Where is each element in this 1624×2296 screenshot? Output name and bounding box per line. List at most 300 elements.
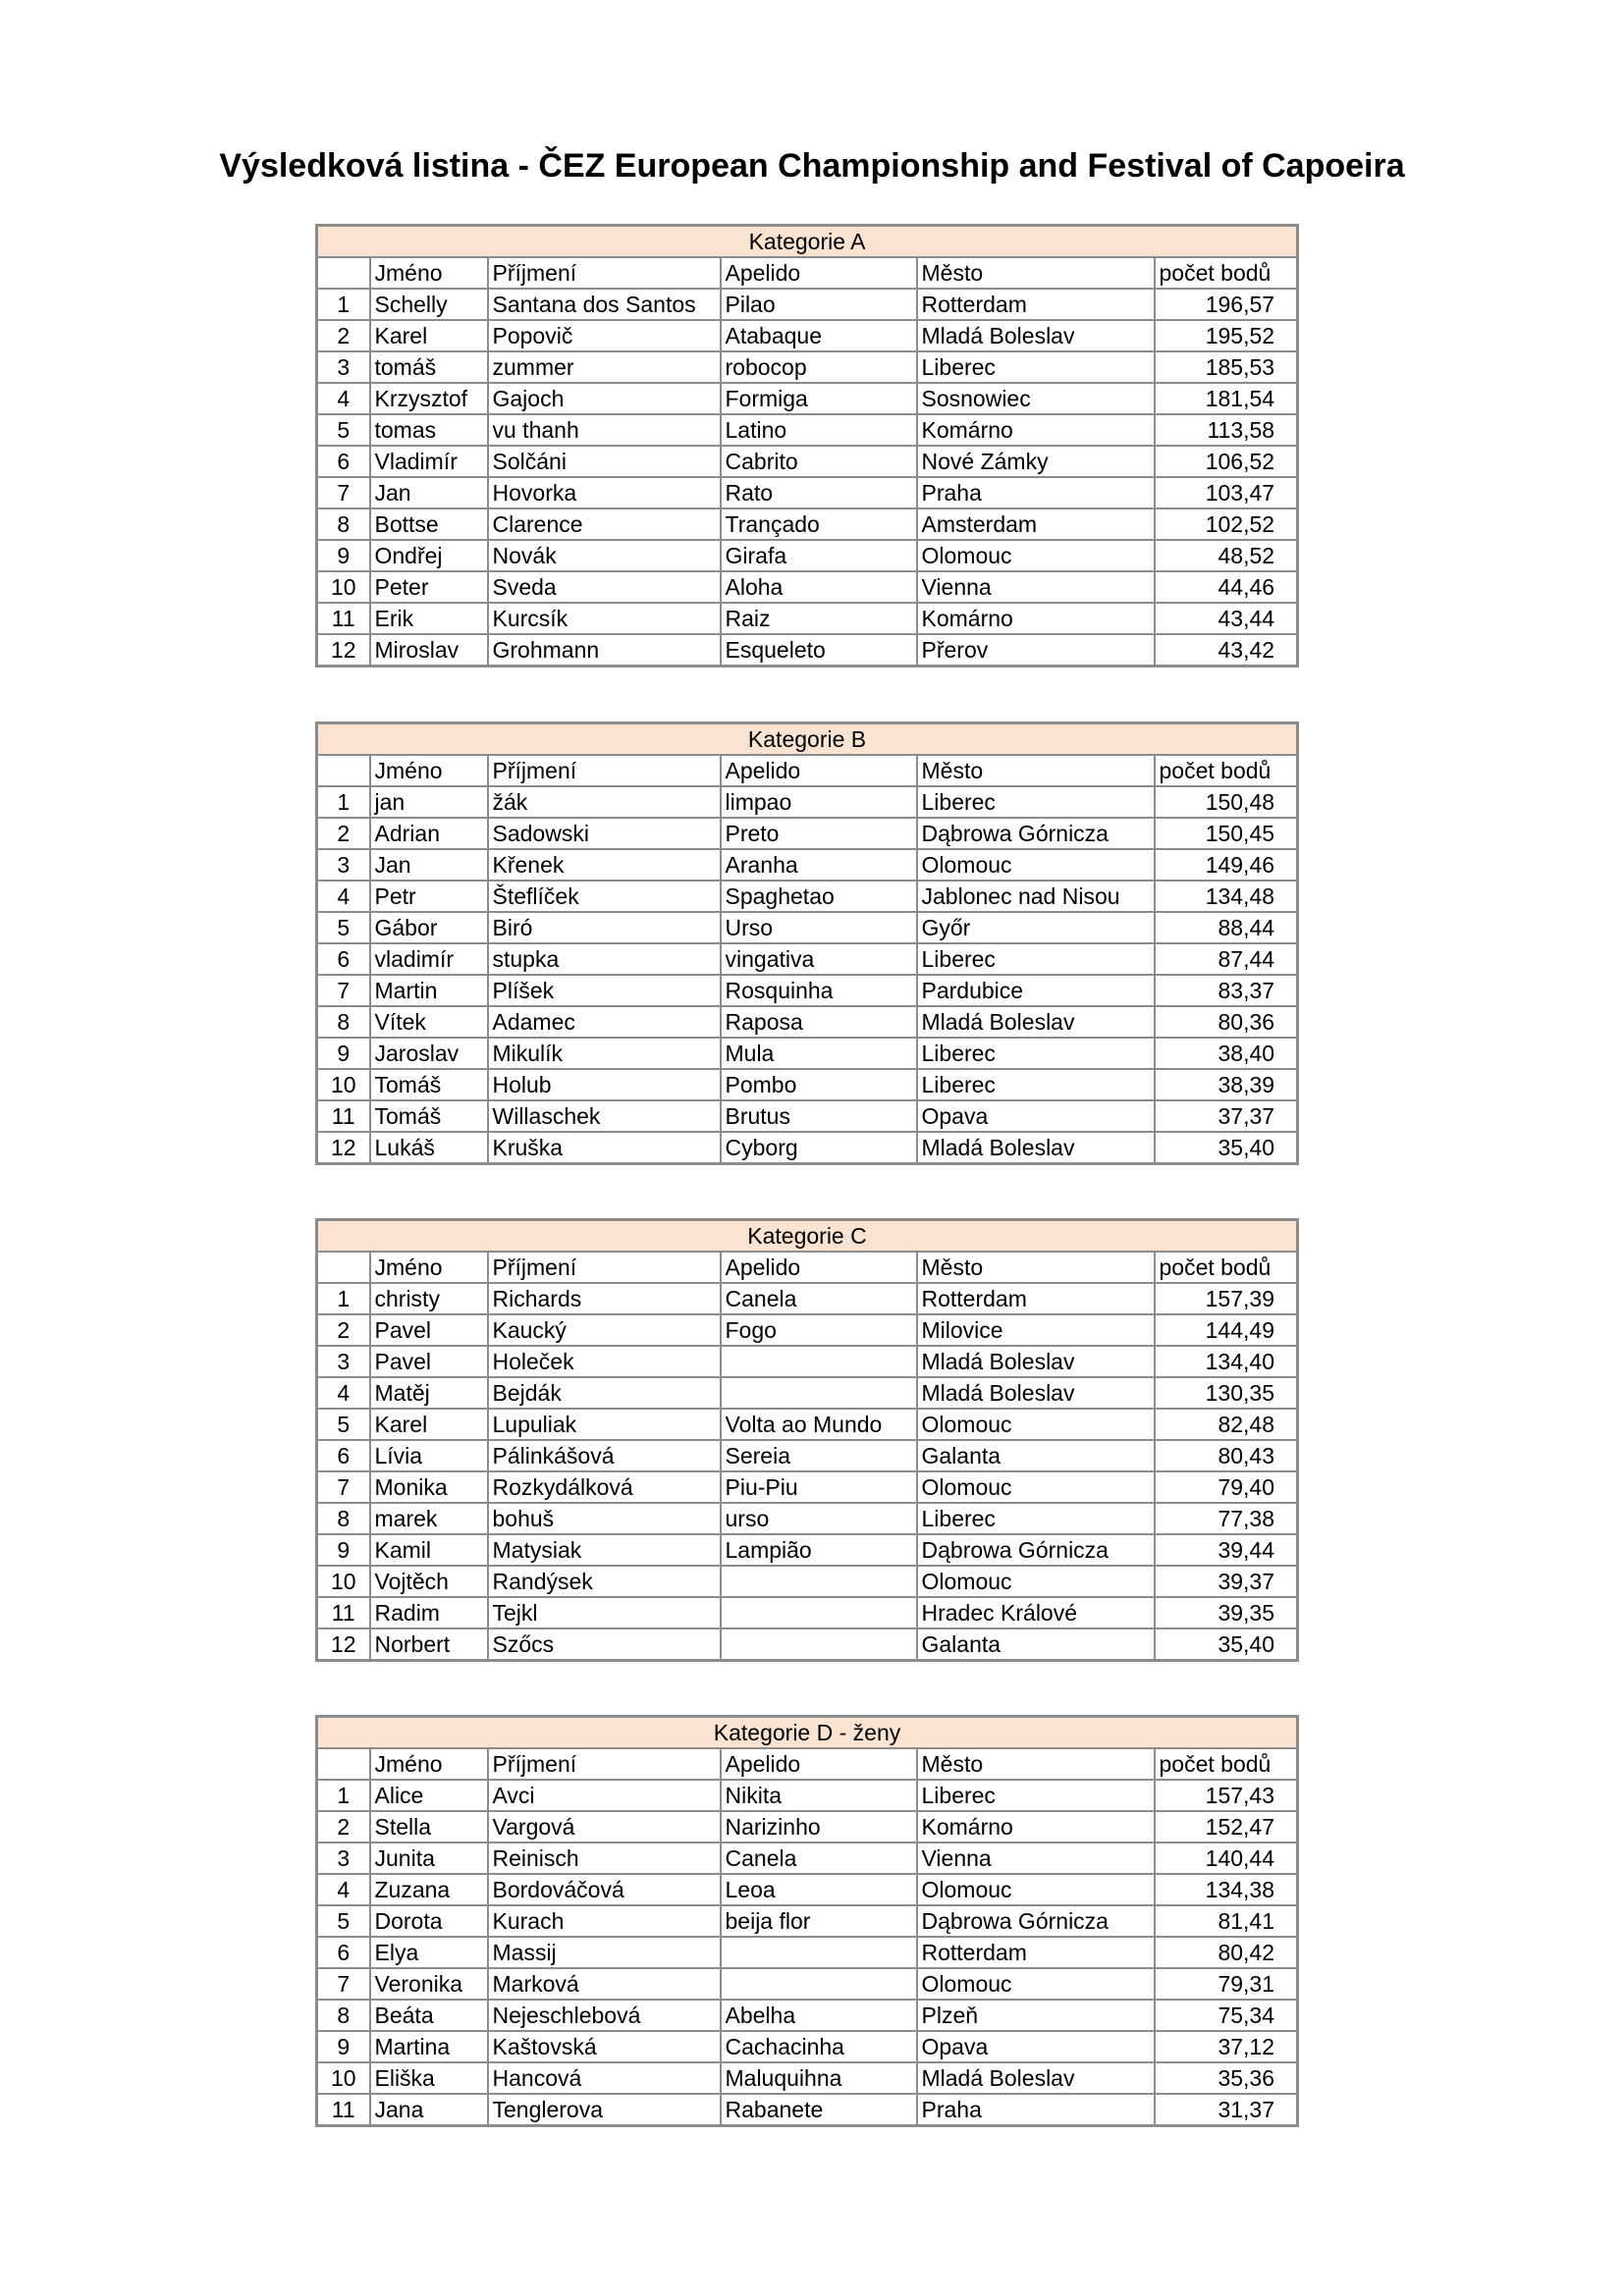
column-header-points: počet bodů xyxy=(1155,257,1298,289)
cell-apelido: Raposa xyxy=(721,1006,917,1038)
cell-apelido: Volta ao Mundo xyxy=(721,1409,917,1440)
cell-first-name: Martina xyxy=(370,2031,488,2062)
table-row xyxy=(317,1503,1298,1534)
cell-last-name: Holub xyxy=(488,1069,721,1100)
cell-city: Liberec xyxy=(917,943,1155,975)
cell-points: 152,47 xyxy=(1155,1811,1298,1842)
cell-city: Olomouc xyxy=(917,849,1155,881)
cell-last-name: Willaschek xyxy=(488,1100,721,1132)
table-row xyxy=(317,2031,1298,2062)
cell-city: Olomouc xyxy=(917,1409,1155,1440)
cell-points: 39,44 xyxy=(1155,1534,1298,1566)
cell-rank: 11 xyxy=(317,603,370,634)
cell-points: 185,53 xyxy=(1155,351,1298,383)
column-header-apelido: Apelido xyxy=(721,257,917,289)
cell-city: Vienna xyxy=(917,571,1155,603)
category-title: Kategorie C xyxy=(317,1220,1298,1253)
cell-points: 37,37 xyxy=(1155,1100,1298,1132)
cell-apelido: Abelha xyxy=(721,2000,917,2031)
cell-apelido: Canela xyxy=(721,1283,917,1314)
cell-first-name: Jan xyxy=(370,477,488,508)
table-row xyxy=(317,446,1298,477)
cell-rank: 9 xyxy=(317,540,370,571)
column-header-points: počet bodů xyxy=(1155,755,1298,786)
cell-first-name: Ondřej xyxy=(370,540,488,571)
cell-points: 31,37 xyxy=(1155,2094,1298,2126)
cell-rank: 4 xyxy=(317,1377,370,1409)
cell-city: Rotterdam xyxy=(917,1283,1155,1314)
cell-first-name: Jan xyxy=(370,849,488,881)
cell-rank: 9 xyxy=(317,2031,370,2062)
cell-last-name: Biró xyxy=(488,912,721,943)
table-row xyxy=(317,571,1298,603)
cell-apelido: Narizinho xyxy=(721,1811,917,1842)
cell-rank: 2 xyxy=(317,818,370,849)
cell-points: 134,48 xyxy=(1155,881,1298,912)
cell-apelido xyxy=(721,1377,917,1409)
cell-city: Komárno xyxy=(917,414,1155,446)
cell-apelido: Trançado xyxy=(721,508,917,540)
cell-city: Praha xyxy=(917,477,1155,508)
cell-city: Nové Zámky xyxy=(917,446,1155,477)
cell-rank: 7 xyxy=(317,477,370,508)
cell-points: 48,52 xyxy=(1155,540,1298,571)
cell-city: Vienna xyxy=(917,1842,1155,1874)
cell-points: 80,36 xyxy=(1155,1006,1298,1038)
table-row xyxy=(317,1968,1298,2000)
cell-first-name: Miroslav xyxy=(370,634,488,667)
table-row xyxy=(317,634,1298,667)
column-header-city: Město xyxy=(917,755,1155,786)
table-row xyxy=(317,508,1298,540)
cell-first-name: Schelly xyxy=(370,289,488,320)
cell-first-name: Petr xyxy=(370,881,488,912)
cell-last-name: Hovorka xyxy=(488,477,721,508)
table-row xyxy=(317,1937,1298,1968)
cell-rank: 5 xyxy=(317,1905,370,1937)
table-row xyxy=(317,2062,1298,2094)
category-table xyxy=(315,224,1299,667)
cell-city: Pardubice xyxy=(917,975,1155,1006)
cell-city: Liberec xyxy=(917,351,1155,383)
table-row xyxy=(317,1566,1298,1597)
table-row xyxy=(317,1905,1298,1937)
cell-city: Liberec xyxy=(917,1069,1155,1100)
column-header-row xyxy=(317,257,1298,289)
cell-apelido: Atabaque xyxy=(721,320,917,351)
cell-points: 43,42 xyxy=(1155,634,1298,667)
cell-first-name: Norbert xyxy=(370,1629,488,1661)
cell-last-name: Szőcs xyxy=(488,1629,721,1661)
cell-last-name: Vargová xyxy=(488,1811,721,1842)
cell-city: Galanta xyxy=(917,1440,1155,1471)
cell-rank: 9 xyxy=(317,1038,370,1069)
cell-last-name: Novák xyxy=(488,540,721,571)
cell-points: 102,52 xyxy=(1155,508,1298,540)
cell-apelido: Brutus xyxy=(721,1100,917,1132)
column-header-row xyxy=(317,755,1298,786)
table-row xyxy=(317,1629,1298,1661)
table-row xyxy=(317,2000,1298,2031)
cell-city: Dąbrowa Górnicza xyxy=(917,1905,1155,1937)
cell-apelido: vingativa xyxy=(721,943,917,975)
cell-apelido: Leoa xyxy=(721,1874,917,1905)
table-row xyxy=(317,477,1298,508)
cell-apelido xyxy=(721,1937,917,1968)
cell-rank: 6 xyxy=(317,943,370,975)
table-row xyxy=(317,540,1298,571)
cell-last-name: Massij xyxy=(488,1937,721,1968)
cell-rank: 10 xyxy=(317,1069,370,1100)
cell-last-name: Adamec xyxy=(488,1006,721,1038)
column-header-last-name: Příjmení xyxy=(488,1748,721,1780)
cell-first-name: Martin xyxy=(370,975,488,1006)
cell-city: Liberec xyxy=(917,1503,1155,1534)
cell-apelido: Aranha xyxy=(721,849,917,881)
cell-rank: 7 xyxy=(317,1968,370,2000)
cell-last-name: Tejkl xyxy=(488,1597,721,1629)
cell-first-name: Stella xyxy=(370,1811,488,1842)
cell-last-name: Bejdák xyxy=(488,1377,721,1409)
cell-first-name: Karel xyxy=(370,320,488,351)
category-title: Kategorie B xyxy=(317,723,1298,756)
cell-apelido xyxy=(721,1968,917,2000)
table-row xyxy=(317,1440,1298,1471)
category-table xyxy=(315,1715,1299,2127)
cell-city: Mladá Boleslav xyxy=(917,320,1155,351)
cell-points: 39,37 xyxy=(1155,1566,1298,1597)
cell-city: Sosnowiec xyxy=(917,383,1155,414)
cell-rank: 10 xyxy=(317,1566,370,1597)
cell-rank: 12 xyxy=(317,1629,370,1661)
cell-first-name: christy xyxy=(370,1283,488,1314)
table-row xyxy=(317,786,1298,818)
cell-apelido: Preto xyxy=(721,818,917,849)
table-row xyxy=(317,1874,1298,1905)
cell-last-name: Avci xyxy=(488,1780,721,1811)
cell-apelido: Formiga xyxy=(721,383,917,414)
cell-points: 35,40 xyxy=(1155,1629,1298,1661)
cell-apelido: Cyborg xyxy=(721,1132,917,1164)
cell-city: Olomouc xyxy=(917,1968,1155,2000)
cell-rank: 1 xyxy=(317,1780,370,1811)
cell-first-name: Jana xyxy=(370,2094,488,2126)
column-header-row xyxy=(317,1252,1298,1283)
cell-points: 80,43 xyxy=(1155,1440,1298,1471)
cell-last-name: Hancová xyxy=(488,2062,721,2094)
cell-first-name: Junita xyxy=(370,1842,488,1874)
table-row xyxy=(317,1597,1298,1629)
cell-points: 87,44 xyxy=(1155,943,1298,975)
table-row xyxy=(317,1377,1298,1409)
cell-apelido xyxy=(721,1597,917,1629)
cell-apelido: Fogo xyxy=(721,1314,917,1346)
cell-first-name: Bottse xyxy=(370,508,488,540)
cell-first-name: Dorota xyxy=(370,1905,488,1937)
cell-points: 149,46 xyxy=(1155,849,1298,881)
cell-points: 134,40 xyxy=(1155,1346,1298,1377)
cell-rank: 11 xyxy=(317,1100,370,1132)
cell-apelido xyxy=(721,1629,917,1661)
table-row xyxy=(317,320,1298,351)
table-row xyxy=(317,1006,1298,1038)
cell-first-name: Tomáš xyxy=(370,1100,488,1132)
cell-rank: 3 xyxy=(317,1346,370,1377)
cell-city: Olomouc xyxy=(917,1471,1155,1503)
cell-rank: 11 xyxy=(317,1597,370,1629)
cell-last-name: Mikulík xyxy=(488,1038,721,1069)
cell-rank: 1 xyxy=(317,1283,370,1314)
cell-points: 38,40 xyxy=(1155,1038,1298,1069)
cell-rank: 8 xyxy=(317,508,370,540)
table-row xyxy=(317,1346,1298,1377)
cell-apelido: Lampião xyxy=(721,1534,917,1566)
cell-last-name: stupka xyxy=(488,943,721,975)
category-header xyxy=(317,723,1298,756)
cell-apelido: Pilao xyxy=(721,289,917,320)
cell-first-name: Vojtěch xyxy=(370,1566,488,1597)
cell-rank: 10 xyxy=(317,2062,370,2094)
cell-apelido: Maluquihna xyxy=(721,2062,917,2094)
cell-apelido: limpao xyxy=(721,786,917,818)
cell-points: 113,58 xyxy=(1155,414,1298,446)
cell-apelido: beija flor xyxy=(721,1905,917,1937)
cell-points: 80,42 xyxy=(1155,1937,1298,1968)
column-header-points: počet bodů xyxy=(1155,1748,1298,1780)
cell-first-name: Monika xyxy=(370,1471,488,1503)
cell-last-name: Kruška xyxy=(488,1132,721,1164)
table-row xyxy=(317,975,1298,1006)
cell-points: 106,52 xyxy=(1155,446,1298,477)
cell-points: 43,44 xyxy=(1155,603,1298,634)
cell-city: Přerov xyxy=(917,634,1155,667)
cell-city: Komárno xyxy=(917,603,1155,634)
column-header-first-name: Jméno xyxy=(370,257,488,289)
table-row xyxy=(317,1534,1298,1566)
cell-city: Mladá Boleslav xyxy=(917,2062,1155,2094)
cell-city: Mladá Boleslav xyxy=(917,1346,1155,1377)
table-row xyxy=(317,383,1298,414)
category-title: Kategorie A xyxy=(317,226,1298,258)
cell-rank: 5 xyxy=(317,1409,370,1440)
cell-last-name: Richards xyxy=(488,1283,721,1314)
cell-points: 35,40 xyxy=(1155,1132,1298,1164)
cell-rank: 7 xyxy=(317,975,370,1006)
cell-last-name: Santana dos Santos xyxy=(488,289,721,320)
cell-apelido: Canela xyxy=(721,1842,917,1874)
cell-last-name: Rozkydálková xyxy=(488,1471,721,1503)
cell-last-name: Marková xyxy=(488,1968,721,2000)
cell-rank: 2 xyxy=(317,320,370,351)
cell-last-name: Sveda xyxy=(488,571,721,603)
cell-first-name: Lukáš xyxy=(370,1132,488,1164)
cell-last-name: vu thanh xyxy=(488,414,721,446)
table-row xyxy=(317,1069,1298,1100)
cell-points: 134,38 xyxy=(1155,1874,1298,1905)
column-header-apelido: Apelido xyxy=(721,1252,917,1283)
cell-apelido: Spaghetao xyxy=(721,881,917,912)
category-header xyxy=(317,226,1298,258)
column-header-rank xyxy=(317,755,370,786)
column-header-points: počet bodů xyxy=(1155,1252,1298,1283)
cell-rank: 2 xyxy=(317,1314,370,1346)
cell-city: Rotterdam xyxy=(917,289,1155,320)
cell-rank: 6 xyxy=(317,446,370,477)
cell-city: Opava xyxy=(917,1100,1155,1132)
cell-apelido: Latino xyxy=(721,414,917,446)
cell-first-name: Lívia xyxy=(370,1440,488,1471)
cell-apelido: Pombo xyxy=(721,1069,917,1100)
cell-last-name: Gajoch xyxy=(488,383,721,414)
cell-rank: 8 xyxy=(317,2000,370,2031)
cell-city: Dąbrowa Górnicza xyxy=(917,818,1155,849)
cell-rank: 6 xyxy=(317,1937,370,1968)
cell-first-name: Beáta xyxy=(370,2000,488,2031)
table-row xyxy=(317,603,1298,634)
cell-points: 38,39 xyxy=(1155,1069,1298,1100)
cell-last-name: Lupuliak xyxy=(488,1409,721,1440)
cell-city: Liberec xyxy=(917,1780,1155,1811)
cell-last-name: Matysiak xyxy=(488,1534,721,1566)
cell-last-name: Nejeschlebová xyxy=(488,2000,721,2031)
cell-city: Hradec Králové xyxy=(917,1597,1155,1629)
table-row xyxy=(317,849,1298,881)
cell-city: Praha xyxy=(917,2094,1155,2126)
cell-last-name: Bordováčová xyxy=(488,1874,721,1905)
cell-city: Olomouc xyxy=(917,1874,1155,1905)
cell-apelido: Rosquinha xyxy=(721,975,917,1006)
cell-city: Olomouc xyxy=(917,1566,1155,1597)
cell-rank: 5 xyxy=(317,414,370,446)
cell-first-name: marek xyxy=(370,1503,488,1534)
cell-last-name: Clarence xyxy=(488,508,721,540)
cell-last-name: Tenglerova xyxy=(488,2094,721,2126)
cell-city: Jablonec nad Nisou xyxy=(917,881,1155,912)
table-row xyxy=(317,289,1298,320)
cell-points: 157,39 xyxy=(1155,1283,1298,1314)
cell-city: Győr xyxy=(917,912,1155,943)
cell-rank: 12 xyxy=(317,1132,370,1164)
cell-city: Opava xyxy=(917,2031,1155,2062)
cell-first-name: tomas xyxy=(370,414,488,446)
cell-last-name: Kaucký xyxy=(488,1314,721,1346)
cell-rank: 3 xyxy=(317,1842,370,1874)
cell-rank: 4 xyxy=(317,383,370,414)
cell-last-name: Solčáni xyxy=(488,446,721,477)
cell-points: 82,48 xyxy=(1155,1409,1298,1440)
table-row xyxy=(317,351,1298,383)
category-header xyxy=(317,1717,1298,1749)
category-header xyxy=(317,1220,1298,1253)
table-row xyxy=(317,1038,1298,1069)
cell-apelido: Aloha xyxy=(721,571,917,603)
cell-points: 196,57 xyxy=(1155,289,1298,320)
cell-city: Olomouc xyxy=(917,540,1155,571)
cell-city: Mladá Boleslav xyxy=(917,1377,1155,1409)
cell-city: Mladá Boleslav xyxy=(917,1006,1155,1038)
table-row xyxy=(317,1471,1298,1503)
cell-points: 195,52 xyxy=(1155,320,1298,351)
cell-first-name: Elya xyxy=(370,1937,488,1968)
table-row xyxy=(317,2094,1298,2126)
cell-rank: 5 xyxy=(317,912,370,943)
column-header-city: Město xyxy=(917,1252,1155,1283)
cell-last-name: žák xyxy=(488,786,721,818)
cell-rank: 3 xyxy=(317,849,370,881)
cell-rank: 7 xyxy=(317,1471,370,1503)
cell-rank: 2 xyxy=(317,1811,370,1842)
column-header-rank xyxy=(317,257,370,289)
cell-first-name: vladimír xyxy=(370,943,488,975)
column-header-first-name: Jméno xyxy=(370,1252,488,1283)
cell-rank: 4 xyxy=(317,881,370,912)
cell-first-name: Veronika xyxy=(370,1968,488,2000)
cell-points: 130,35 xyxy=(1155,1377,1298,1409)
cell-rank: 4 xyxy=(317,1874,370,1905)
category-title: Kategorie D - ženy xyxy=(317,1717,1298,1749)
cell-first-name: Karel xyxy=(370,1409,488,1440)
cell-city: Plzeň xyxy=(917,2000,1155,2031)
cell-points: 150,48 xyxy=(1155,786,1298,818)
cell-points: 140,44 xyxy=(1155,1842,1298,1874)
cell-rank: 11 xyxy=(317,2094,370,2126)
cell-apelido: Piu-Piu xyxy=(721,1471,917,1503)
column-header-first-name: Jméno xyxy=(370,1748,488,1780)
table-row xyxy=(317,1283,1298,1314)
cell-rank: 6 xyxy=(317,1440,370,1471)
cell-apelido: Girafa xyxy=(721,540,917,571)
cell-apelido: Cabrito xyxy=(721,446,917,477)
cell-last-name: Grohmann xyxy=(488,634,721,667)
cell-city: Milovice xyxy=(917,1314,1155,1346)
cell-first-name: Vladimír xyxy=(370,446,488,477)
cell-city: Liberec xyxy=(917,786,1155,818)
cell-first-name: Eliška xyxy=(370,2062,488,2094)
cell-first-name: Alice xyxy=(370,1780,488,1811)
cell-points: 144,49 xyxy=(1155,1314,1298,1346)
cell-points: 81,41 xyxy=(1155,1905,1298,1937)
cell-points: 181,54 xyxy=(1155,383,1298,414)
page-title: Výsledková listina - ČEZ European Championship and Festival of Capoeira xyxy=(219,147,1405,185)
cell-apelido: Sereia xyxy=(721,1440,917,1471)
cell-rank: 1 xyxy=(317,786,370,818)
cell-points: 35,36 xyxy=(1155,2062,1298,2094)
cell-first-name: Pavel xyxy=(370,1314,488,1346)
cell-first-name: Radim xyxy=(370,1597,488,1629)
cell-apelido: Rabanete xyxy=(721,2094,917,2126)
cell-first-name: Pavel xyxy=(370,1346,488,1377)
cell-points: 44,46 xyxy=(1155,571,1298,603)
cell-last-name: Kaštovská xyxy=(488,2031,721,2062)
cell-last-name: Reinisch xyxy=(488,1842,721,1874)
cell-last-name: Pálinkášová xyxy=(488,1440,721,1471)
cell-apelido: Rato xyxy=(721,477,917,508)
cell-rank: 12 xyxy=(317,634,370,667)
table-row xyxy=(317,1409,1298,1440)
table-row xyxy=(317,1842,1298,1874)
column-header-city: Město xyxy=(917,257,1155,289)
cell-apelido: robocop xyxy=(721,351,917,383)
cell-last-name: Křenek xyxy=(488,849,721,881)
cell-first-name: Jaroslav xyxy=(370,1038,488,1069)
cell-points: 83,37 xyxy=(1155,975,1298,1006)
cell-apelido: Urso xyxy=(721,912,917,943)
table-row xyxy=(317,1132,1298,1164)
cell-last-name: Kurcsík xyxy=(488,603,721,634)
column-header-last-name: Příjmení xyxy=(488,257,721,289)
cell-points: 79,31 xyxy=(1155,1968,1298,2000)
table-row xyxy=(317,1314,1298,1346)
